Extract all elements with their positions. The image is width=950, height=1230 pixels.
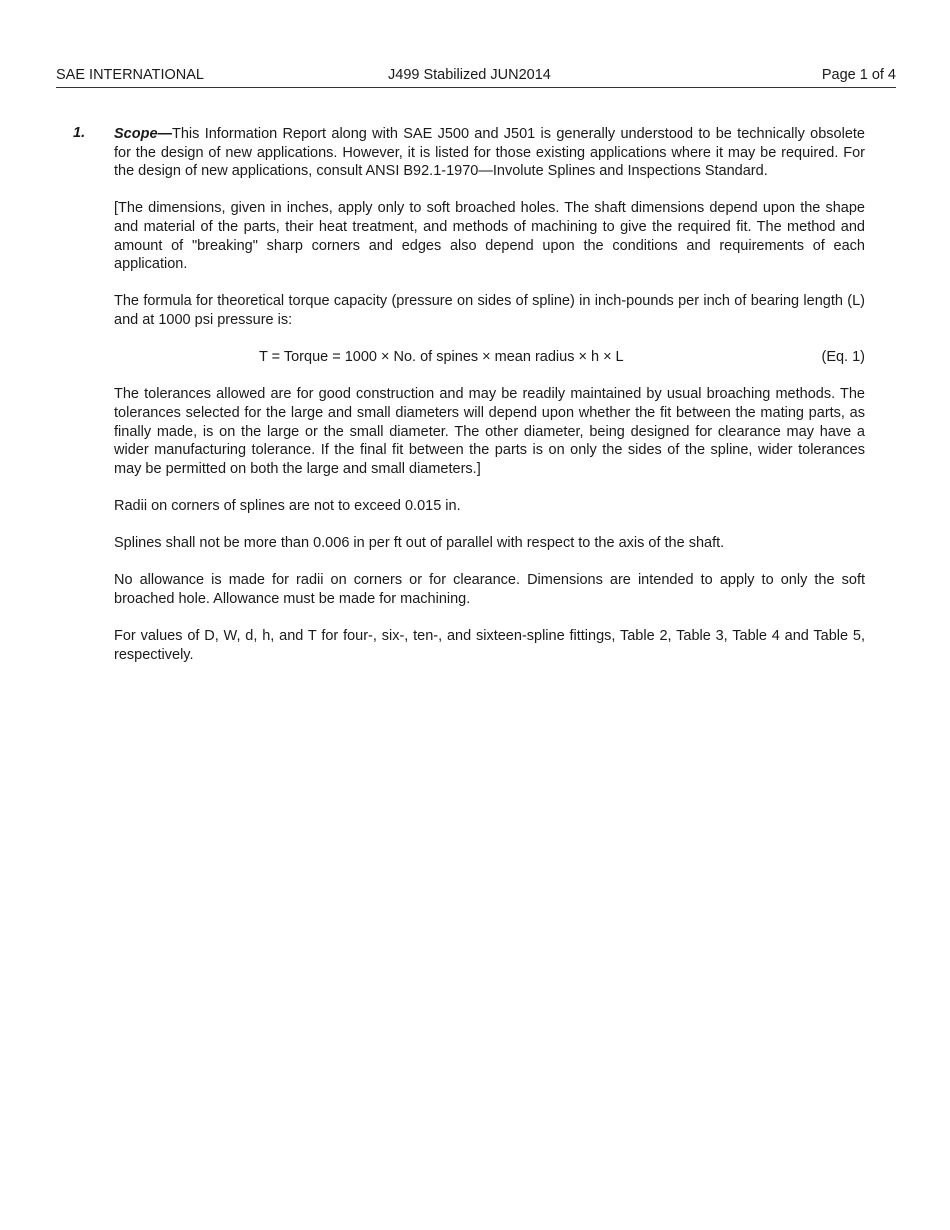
tables-reference-paragraph: For values of D, W, d, h, and T for four-, six-, ten-, and sixteen-spline fittings, Table 2, Table 3, Table 4 and Table 5, respectively. — [114, 628, 865, 663]
allowance-paragraph: No allowance is made for radii on corners or for clearance. Dimensions are intended to apply to only the soft broached hole. Allowance must be made for machining. — [114, 572, 865, 607]
equation-label: (Eq. 1) — [821, 349, 865, 366]
torque-equation — [114, 348, 865, 367]
parallel-paragraph: Splines shall not be more than 0.006 in per ft out of parallel with respect to the axis of the shaft. — [114, 535, 725, 552]
page-header — [56, 67, 896, 88]
tolerances-paragraph: The tolerances allowed are for good construction and may be readily maintained by usual broaching methods. The tolerances selected for the large and small diameters will depend upon whether the fit between the mating parts, as finally made, is on the large or the small diameter. The other diameter, being designed for clearance may have a wider manufacturing tolerance. If the final fit between the parts is on only the sides of the spline, wider tolerances may be permitted on both the large and small diameters.] — [114, 386, 865, 477]
header-page-number: Page 1 of 4 — [821, 67, 896, 83]
radii-paragraph: Radii on corners of splines are not to exceed 0.015 in. — [114, 497, 461, 514]
equation-text: T = Torque = 1000 × No. of spines × mean radius × h × L — [259, 349, 624, 366]
section-body — [114, 125, 865, 683]
header-document-id: J499 Stabilized JUN2014 — [388, 67, 551, 83]
scope-paragraph — [114, 125, 865, 181]
section-title: Scope— — [114, 126, 173, 142]
section-number: 1. — [73, 125, 86, 141]
formula-intro-paragraph: The formula for theoretical torque capacity (pressure on sides of spline) in inch-pounds per inch of bearing length (L) and at 1000 psi pressure is: — [114, 293, 865, 328]
dimensions-paragraph: [The dimensions, given in inches, apply only to soft broached holes. The shaft dimensions depend upon the shape and material of the parts, their heat treatment, and methods of machining to give the required fit. The method and amount of "breaking" sharp corners and edges also depend upon the conditions and requirements of each application. — [114, 200, 865, 273]
header-organization: SAE INTERNATIONAL — [56, 67, 204, 83]
scope-intro-text: This Information Report along with SAE J500 and J501 is generally understood to be technically obsolete for the design of new applications. However, it is listed for those existing applications where it may be required. For the design of new applications, consult ANSI B92.1-1970—Involute Splines and Inspections Standard. — [114, 126, 865, 180]
